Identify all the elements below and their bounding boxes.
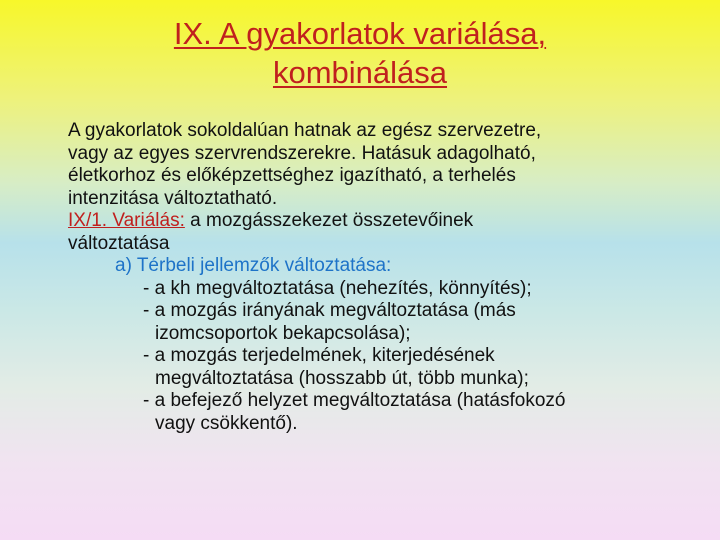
list-item: - a mozgás irányának megváltoztatása (más: [143, 300, 516, 321]
list-item: - a befejező helyzet megváltoztatása (hatásfokozó: [143, 390, 566, 411]
intro-line: vagy az egyes szervrendszerekre. Hatásuk adagolható,: [68, 142, 536, 164]
list-item-continued: vagy csökkentő).: [155, 412, 298, 434]
slide-title: [0, 14, 720, 92]
list-item-continued: izomcsoportok bekapcsolása);: [155, 322, 411, 344]
section-text: a mozgásszekezet összetevőinek: [184, 210, 474, 231]
slide-body: [68, 120, 708, 435]
section-label: IX/1. Variálás:: [68, 210, 185, 231]
slide-title-line2: kombinálása: [272, 55, 448, 90]
intro-line: A gyakorlatok sokoldalúan hatnak az egész szervezetre,: [68, 120, 542, 141]
list-item: - a kh megváltoztatása (nehezítés, könnyítés);: [143, 277, 532, 299]
list-item: - a mozgás terjedelmének, kiterjedésének: [143, 345, 495, 366]
subsection-heading: a) Térbeli jellemzők változtatása:: [115, 255, 392, 276]
section-line-continued: változtatása: [68, 232, 170, 254]
slide-title-line1: IX. A gyakorlatok variálása,: [173, 16, 547, 51]
section-line: [68, 210, 708, 233]
intro-line: életkorhoz és előképzettséghez igazítható, a terhelés: [68, 165, 516, 186]
intro-line: intenzitása változtatható.: [68, 187, 278, 209]
list-item-continued: megváltoztatása (hosszabb út, több munka);: [155, 367, 529, 389]
